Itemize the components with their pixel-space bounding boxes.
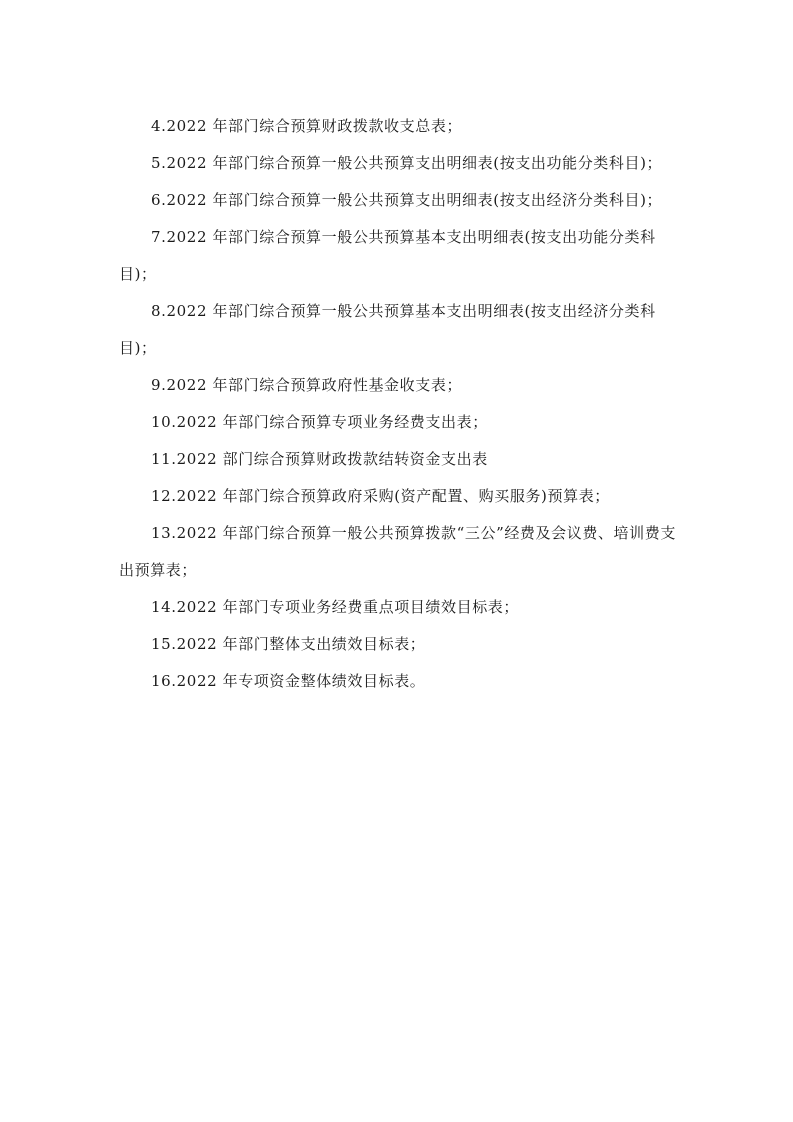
list-item: 8.2022 年部门综合预算一般公共预算基本支出明细表(按支出经济分类科目)； [119,302,656,357]
list-item: 12.2022 年部门综合预算政府采购(资产配置、购买服务)预算表； [151,487,610,505]
list-item: 4.2022 年部门综合预算财政拨款收支总表； [151,117,463,135]
list-item: 13.2022 年部门综合预算一般公共预算拨款“三公”经费及会议费、培训费支出预算表； [119,524,676,579]
list-item: 16.2022 年专项资金整体绩效目标表。 [151,672,426,690]
list-item: 15.2022 年部门整体支出绩效目标表； [151,635,426,653]
list-item: 5.2022 年部门综合预算一般公共预算支出明细表(按支出功能分类科目)； [151,154,663,172]
list-item: 7.2022 年部门综合预算一般公共预算基本支出明细表(按支出功能分类科目)； [119,228,656,283]
list-item: 10.2022 年部门综合预算专项业务经费支出表； [151,413,488,431]
list-item: 9.2022 年部门综合预算政府性基金收支表； [151,376,463,394]
list-item: 6.2022 年部门综合预算一般公共预算支出明细表(按支出经济分类科目)； [151,191,663,209]
list-item: 14.2022 年部门专项业务经费重点项目绩效目标表； [151,598,519,616]
list-item: 11.2022 部门综合预算财政拨款结转资金支出表 [151,450,488,468]
budget-table-list [119,108,679,700]
